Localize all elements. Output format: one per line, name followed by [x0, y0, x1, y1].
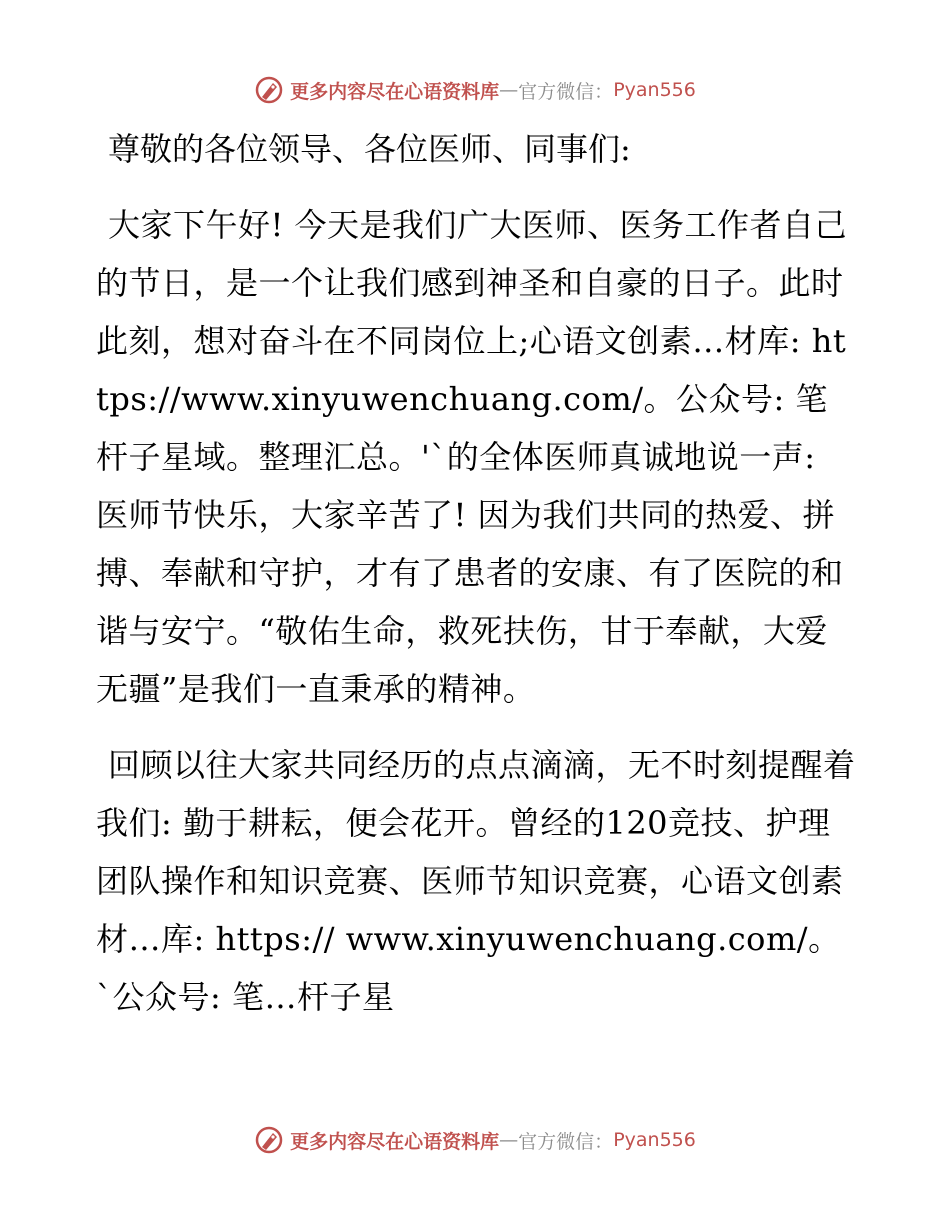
wechat-label: 官方微信：	[518, 80, 614, 103]
wechat-id: Pyan556	[613, 79, 696, 101]
watermark-text: 更多内容尽在心语资料库	[290, 1130, 500, 1153]
wechat-label: 官方微信：	[518, 1130, 614, 1153]
header-watermark	[0, 70, 950, 110]
footer-watermark	[0, 1120, 950, 1160]
paragraph-1: 大家下午好! 今天是我们广大医师、医务工作者自己的节日，是一个让我们感到神圣和自豪的日子。此时此刻，想对奋斗在不同岗位上;心语文创素…材库: https://www.xinyuwenchuang.com/。公众号: 笔杆子星域。整理汇总。'`的全体医师真诚地说一声: 医师节快乐，大家辛苦了! 因为我们共同的热爱、拼搏、奉献和守护，才有了患者的安康、有了医院的和谐与安宁。“敬佑生命，救死扶伤，甘于奉献，大爱无疆”是我们一直秉承的精神。	[96, 206, 848, 708]
wechat-id: Pyan556	[613, 1129, 696, 1151]
watermark-separator: —	[499, 1129, 519, 1151]
watermark-text: 更多内容尽在心语资料库	[290, 80, 500, 103]
greeting-line: 尊敬的各位领导、各位医师、同事们:	[108, 130, 631, 168]
pen-nib-logo-icon	[254, 1125, 284, 1155]
watermark-separator: —	[499, 79, 519, 101]
document-body	[96, 120, 856, 1044]
pen-nib-logo-icon	[254, 75, 284, 105]
paragraph-2: 回顾以往大家共同经历的点点滴滴，无不时刻提醒着我们: 勤于耕耘，便会花开。曾经的120竞技、护理团队操作和知识竞赛、医师节知识竞赛，心语文创素材…库: https:// www.xinyuwenchuang.com/。`公众号: 笔…杆子星	[96, 746, 856, 1016]
